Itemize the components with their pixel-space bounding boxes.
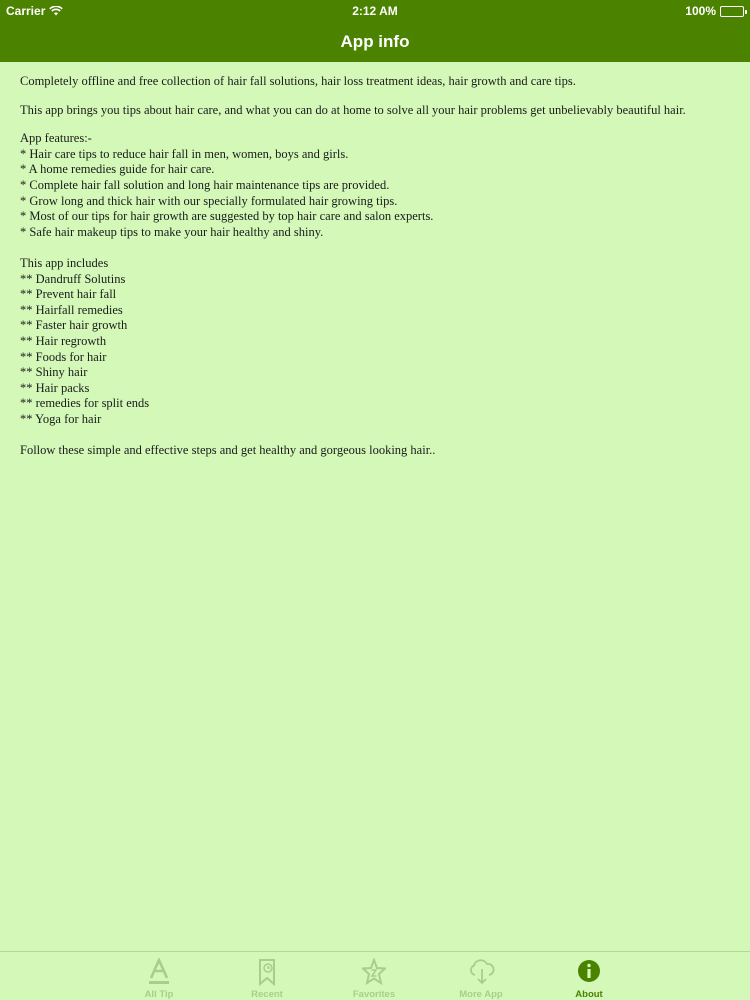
tab-label: Recent xyxy=(251,989,283,1000)
status-time: 2:12 AM xyxy=(352,4,398,18)
includes-heading: This app includes xyxy=(20,255,109,270)
tab-label: All Tip xyxy=(144,989,174,1000)
include-item: ** Prevent hair fall xyxy=(20,287,117,302)
include-item: ** Dandruff Solutins xyxy=(20,271,126,286)
battery-icon xyxy=(720,6,744,17)
feature-item: * Safe hair makeup tips to make your hair healthy and shiny. xyxy=(20,224,324,239)
include-item: ** remedies for split ends xyxy=(20,396,150,411)
tab-more-app[interactable] xyxy=(431,952,531,1000)
navigation-bar xyxy=(0,0,750,62)
include-item: ** Faster hair growth xyxy=(20,318,128,333)
include-item: ** Foods for hair xyxy=(20,349,107,364)
tab-favorites[interactable] xyxy=(324,952,424,1000)
battery-percent: 100% xyxy=(685,4,716,18)
includes-section xyxy=(20,256,730,428)
intro-paragraph: Completely offline and free collection of hair fall solutions, hair loss treatment ideas, hair growth and care tips. xyxy=(20,74,576,88)
include-item: ** Hair regrowth xyxy=(20,333,107,348)
star-icon xyxy=(362,958,386,986)
carrier-label: Carrier xyxy=(6,4,46,18)
features-heading: App features:- xyxy=(20,131,92,146)
closing-paragraph: Follow these simple and effective steps and get healthy and gorgeous looking hair.. xyxy=(20,443,436,458)
features-section xyxy=(20,131,730,240)
tab-label: More App xyxy=(459,989,503,1000)
tab-all-tip[interactable] xyxy=(109,952,209,1000)
app-info-text xyxy=(20,74,730,472)
intro-paragraph-2: This app brings you tips about hair care, and what you can do at home to solve all your hair problems get unbelievably beautiful hair. xyxy=(20,102,686,117)
feature-item: * Complete hair fall solution and long hair maintenance tips are provided. xyxy=(20,177,390,192)
page-title: App info xyxy=(340,32,410,51)
tab-label: About xyxy=(575,989,603,1000)
cloud-download-icon xyxy=(469,958,495,986)
battery-indicator xyxy=(685,4,744,18)
tab-bar xyxy=(0,951,750,1000)
tab-about[interactable] xyxy=(539,952,639,1000)
status-bar xyxy=(0,0,750,22)
feature-item: * Grow long and thick hair with our specially formulated hair growing tips. xyxy=(20,193,398,208)
letter-a-icon xyxy=(147,958,171,986)
tab-recent[interactable] xyxy=(217,952,317,1000)
include-item: ** Hair packs xyxy=(20,380,90,395)
include-item: ** Shiny hair xyxy=(20,365,88,380)
info-icon xyxy=(577,958,601,986)
feature-item: * Most of our tips for hair growth are suggested by top hair care and salon experts. xyxy=(20,209,434,224)
feature-item: * A home remedies guide for hair care. xyxy=(20,162,215,177)
bookmark-icon xyxy=(255,958,279,986)
include-item: ** Yoga for hair xyxy=(20,411,102,426)
tab-label: Favorites xyxy=(352,989,396,1000)
feature-item: * Hair care tips to reduce hair fall in men, women, boys and girls. xyxy=(20,146,349,161)
include-item: ** Hairfall remedies xyxy=(20,302,123,317)
